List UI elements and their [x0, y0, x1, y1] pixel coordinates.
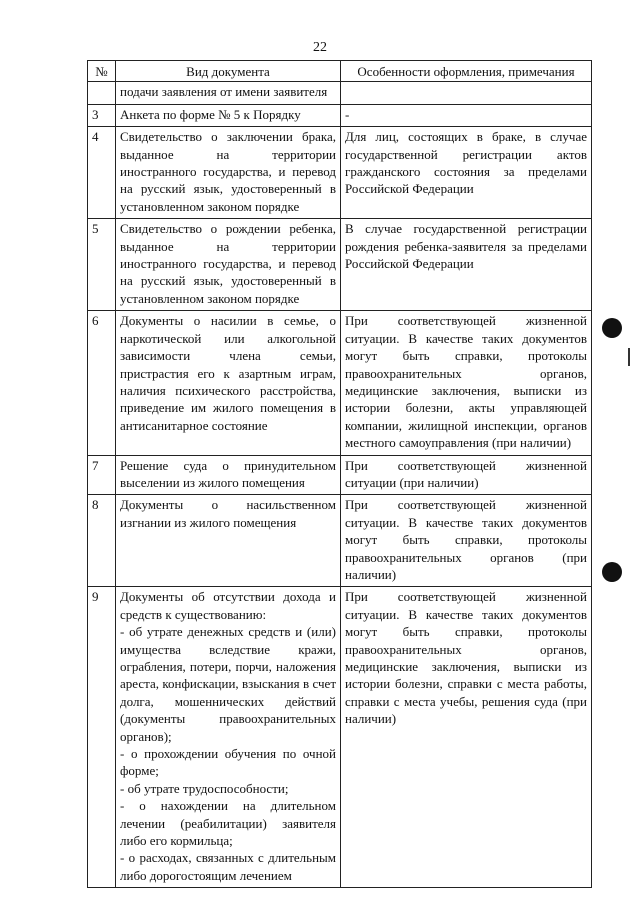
row-document: подачи заявления от имени заявителя: [116, 82, 341, 104]
binder-hole-mark: [602, 562, 622, 582]
table-row-continuation: [88, 82, 592, 104]
documents-table: [87, 60, 592, 888]
row-note: При соответствующей жизненной ситуации. В качестве таких документов могут быть справки, протоколы правоохранительных органов, медицинские заключения, выписки из истории болезни, справки с места работы, справки с места учебы, решения суда (при наличии): [341, 587, 592, 888]
row-number: 9: [88, 587, 116, 888]
row-document: Документы о насилии в семье, о наркотической или алкогольной зависимости члена семьи, пристрастия его к азартным играм, наличия психического расстройства, приведение им жилого помещения в антисанитарное состояние: [116, 311, 341, 455]
row-note: Для лиц, состоящих в браке, в случае государственной регистрации актов гражданского состояния за пределами Российской Федерации: [341, 127, 592, 219]
row-document-item: - об утрате денежных средств и (или) имущества вследствие кражи, ограбления, потери, порчи, наложения ареста, конфискации, взыскания в счет долга, мошеннических действий (документы правоохранительных органов);: [120, 624, 336, 744]
table-body: [88, 82, 592, 888]
page-number: 22: [313, 40, 327, 55]
row-document-item: - о расходах, связанных с длительным либо дорогостоящим лечением: [120, 850, 336, 883]
scan-edge-mark: [628, 348, 630, 366]
row-document-intro: Документы об отсутствии дохода и средств к существованию:: [120, 589, 336, 622]
row-document: Решение суда о принудительном выселении из жилого помещения: [116, 455, 341, 495]
table-row: [88, 455, 592, 495]
row-document: [116, 587, 341, 888]
row-note: При соответствующей жизненной ситуации. В качестве таких документов могут быть справки, протоколы правоохранительных органов, медицинские заключения, выписки из истории болезни, акты управляющей компании, жилищной инспекции, органов местного самоуправления (при наличии): [341, 311, 592, 455]
table-row: [88, 104, 592, 126]
row-note: При соответствующей жизненной ситуации (при наличии): [341, 455, 592, 495]
row-number: [88, 82, 116, 104]
binder-hole-mark: [602, 318, 622, 338]
table-header: [88, 61, 592, 82]
row-number: 5: [88, 219, 116, 311]
row-number: 6: [88, 311, 116, 455]
row-document-item: - о прохождении обучения по очной форме;: [120, 746, 336, 779]
header-document-type: Вид документа: [116, 61, 341, 82]
row-number: 7: [88, 455, 116, 495]
row-note: В случае государственной регистрации рождения ребенка-заявителя за пределами Российской Федерации: [341, 219, 592, 311]
row-number: 4: [88, 127, 116, 219]
row-document: Свидетельство о заключении брака, выданное на территории иностранного государства, и перевод на русский язык, удостоверенный в установленном законом порядке: [116, 127, 341, 219]
header-number: №: [88, 61, 116, 82]
row-document-item: - о нахождении на длительном лечении (реабилитации) заявителя либо его кормильца;: [120, 798, 336, 849]
table-row: [88, 311, 592, 455]
table-row: [88, 495, 592, 587]
header-row: [88, 61, 592, 82]
row-note: -: [341, 104, 592, 126]
table-row: [88, 219, 592, 311]
row-document: Документы о насильственном изгнании из жилого помещения: [116, 495, 341, 587]
row-number: 8: [88, 495, 116, 587]
row-note: При соответствующей жизненной ситуации. В качестве таких документов могут быть справки, протоколы правоохранительных органов (при наличии): [341, 495, 592, 587]
table-row: [88, 587, 592, 888]
row-document: Анкета по форме № 5 к Порядку: [116, 104, 341, 126]
table-row: [88, 127, 592, 219]
row-document: Свидетельство о рождении ребенка, выданное на территории иностранного государства, и перевод на русский язык, удостоверенный в установленном законом порядке: [116, 219, 341, 311]
row-number: 3: [88, 104, 116, 126]
header-notes: Особенности оформления, примечания: [341, 61, 592, 82]
row-document-item: - об утрате трудоспособности;: [120, 780, 289, 796]
row-note: [341, 82, 592, 104]
